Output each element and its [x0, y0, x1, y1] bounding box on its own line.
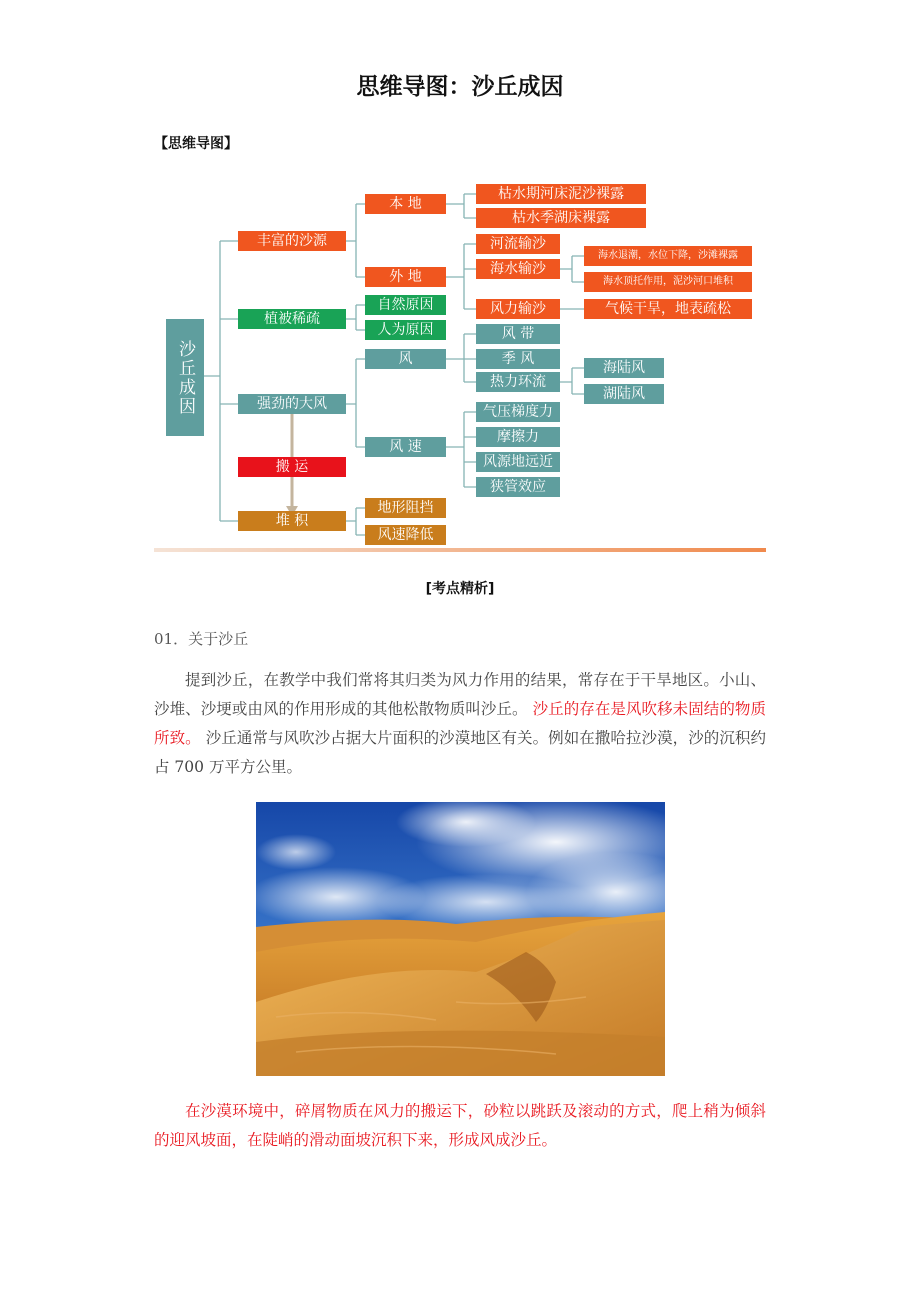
- node-transport: 搬 运: [238, 457, 346, 477]
- node-tide: 海水退潮，水位下降，沙滩裸露: [584, 246, 752, 266]
- node-source-distance: 风源地远近: [476, 452, 560, 472]
- node-lakebed: 枯水季湖床裸露: [476, 208, 646, 228]
- node-sand-source: 丰富的沙源: [238, 231, 346, 251]
- paragraph: [154, 666, 766, 782]
- conclusion-paragraph: 在沙漠环境中，碎屑物质在风力的搬运下，砂粒以跳跃及滚动的方式，爬上稍为倾斜的迎风坡面，在陡峭的滑动面坡沉积下来，形成风成沙丘。: [154, 1102, 766, 1149]
- section-label: 【思维导图】: [154, 136, 238, 152]
- node-terrain-block: 地形阻挡: [365, 498, 446, 518]
- node-pressure-gradient: 气压梯度力: [476, 402, 560, 422]
- node-speed-drop: 风速降低: [365, 525, 446, 545]
- node-human-cause: 人为原因: [365, 320, 446, 340]
- mind-map-divider: [154, 548, 766, 552]
- paragraph-text: 提到沙丘，在教学中我们常将其归类为风力作用的结果，常存在于干旱地区。小山、沙堆、沙埂或由风的作用形成的其他松散物质叫沙丘。: [154, 671, 766, 718]
- paragraph-text-continued: 沙丘通常与风吹沙占据大片面积的沙漠地区有关。例如在撒哈拉沙漠，沙的沉积约占 700 万平方公里。: [154, 729, 766, 776]
- mind-map: [150, 176, 770, 556]
- node-wind-speed: 风 速: [365, 437, 446, 457]
- node-sea-land-breeze: 海陆风: [584, 358, 664, 378]
- item-title: 01．关于沙丘: [154, 630, 249, 648]
- node-strong-wind: 强劲的大风: [238, 394, 346, 414]
- node-river-transport: 河流输沙: [476, 234, 560, 254]
- subheading: [考点精析]: [425, 581, 495, 597]
- node-wind-belt: 风 带: [476, 324, 560, 344]
- node-natural-cause: 自然原因: [365, 295, 446, 315]
- paragraph-highlight: 沙丘的存在是风吹移未固结的物质所致。: [154, 700, 766, 747]
- node-deposit: 堆 积: [238, 511, 346, 531]
- node-friction: 摩擦力: [476, 427, 560, 447]
- node-lake-land-breeze: 湖陆风: [584, 384, 664, 404]
- node-wind-transport: 风力输沙: [476, 299, 560, 319]
- node-narrow-effect: 狭管效应: [476, 477, 560, 497]
- node-riverbed: 枯水期河床泥沙裸露: [476, 184, 646, 204]
- node-external: 外 地: [365, 267, 446, 287]
- mind-map-root: 沙丘成因: [166, 319, 204, 436]
- node-lift: 海水顶托作用，泥沙河口堆积: [584, 272, 752, 292]
- node-thermal-circulation: 热力环流: [476, 372, 560, 392]
- node-sparse-vegetation: 植被稀疏: [238, 309, 346, 329]
- node-wind: 风: [365, 349, 446, 369]
- node-monsoon: 季 风: [476, 349, 560, 369]
- desert-dune-illustration: [256, 802, 665, 1076]
- node-climate: 气候干旱，地表疏松: [584, 299, 752, 319]
- page-title: 思维导图：沙丘成因: [356, 74, 564, 100]
- desert-dune-photo: [256, 802, 665, 1076]
- node-sea-transport: 海水输沙: [476, 259, 560, 279]
- node-local: 本 地: [365, 194, 446, 214]
